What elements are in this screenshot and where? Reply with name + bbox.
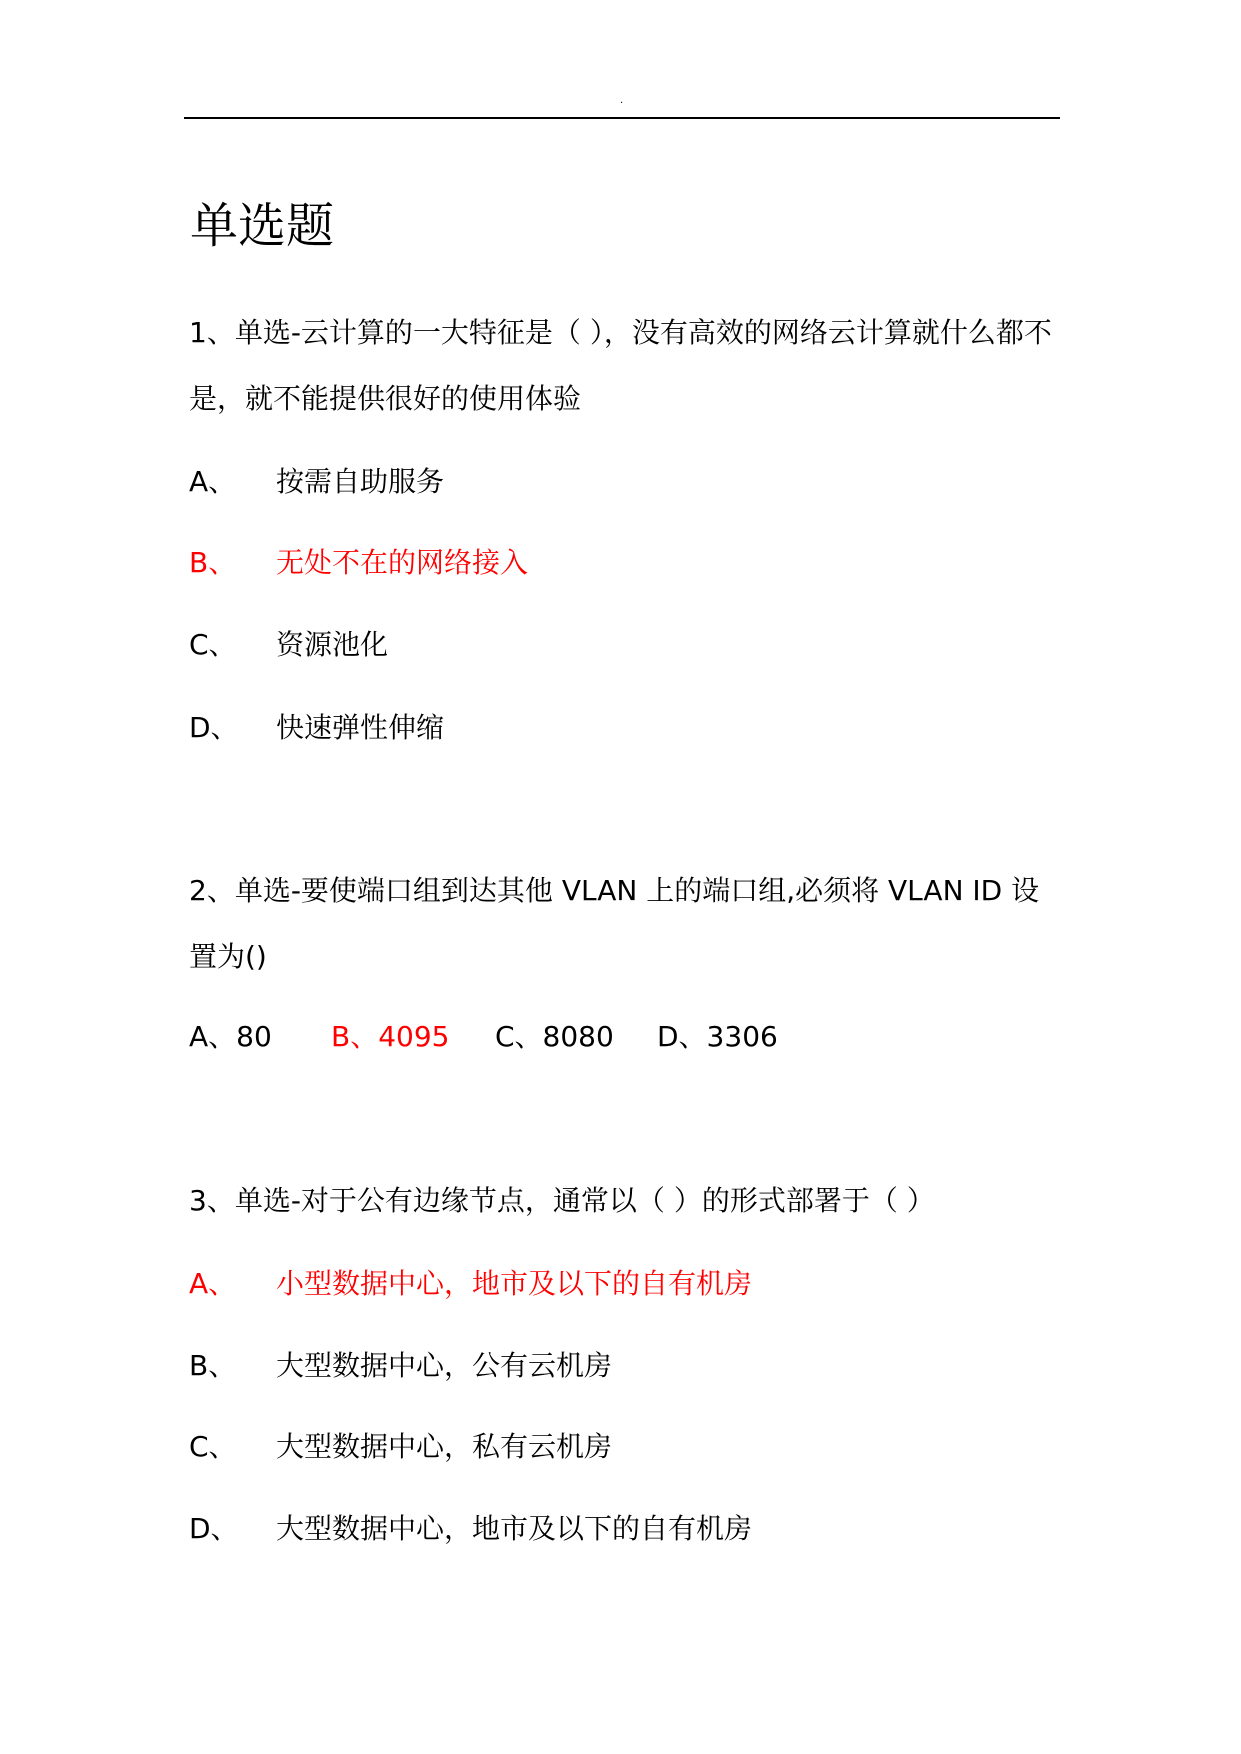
question-3-stem: 3、单选-对于公有边缘节点，通常以（ ）的形式部署于（ ）: [189, 1184, 935, 1217]
option-letter: B、: [189, 546, 237, 579]
question-2-option-b: B、4095: [331, 1020, 450, 1053]
question-1-option-c: [189, 625, 388, 665]
question-1-option-a: [189, 462, 444, 502]
option-text: 小型数据中心，地市及以下的自有机房: [276, 1267, 753, 1300]
question-2: [189, 858, 1069, 990]
option-text: 按需自助服务: [276, 465, 445, 498]
question-1-stem: 1、单选-云计算的一大特征是（ ），没有高效的网络云计算就什么都不是，就不能提供很好的使用体验: [189, 316, 1052, 415]
question-2-stem-line2: 置为(): [189, 940, 267, 973]
option-letter: A、: [189, 465, 237, 498]
question-3-option-c: [189, 1427, 612, 1467]
option-text: 资源池化: [276, 628, 389, 661]
question-2-option-c: C、8080: [495, 1020, 614, 1053]
option-letter: A、: [189, 1267, 237, 1300]
question-2-stem-line1: 2、单选-要使端口组到达其他 VLAN 上的端口组,必须将 VLAN ID 设: [189, 874, 1040, 907]
header-rule: [184, 117, 1060, 119]
option-letter: C、: [189, 628, 237, 661]
option-letter: B、: [189, 1349, 237, 1382]
option-text: 快速弹性伸缩: [276, 711, 445, 744]
header-mark: .: [620, 95, 624, 106]
option-letter: D、: [189, 1512, 239, 1545]
option-text: 大型数据中心，地市及以下的自有机房: [276, 1512, 753, 1545]
option-text: 大型数据中心，公有云机房: [276, 1349, 613, 1382]
question-3-option-d: [189, 1509, 752, 1549]
question-1-option-b: [189, 543, 528, 583]
option-letter: D、: [189, 711, 239, 744]
option-text: 大型数据中心，私有云机房: [276, 1430, 613, 1463]
question-2-option-a: A、80: [189, 1020, 272, 1053]
option-text: 无处不在的网络接入: [276, 546, 529, 579]
option-letter: C、: [189, 1430, 237, 1463]
question-1-option-d: [189, 708, 444, 748]
question-1: [189, 300, 1069, 432]
question-3-option-a: [189, 1264, 752, 1304]
question-3-option-b: [189, 1346, 612, 1386]
section-title: 单选题: [190, 198, 335, 254]
question-2-option-d: D、3306: [657, 1020, 778, 1053]
question-3: [189, 1168, 1069, 1234]
